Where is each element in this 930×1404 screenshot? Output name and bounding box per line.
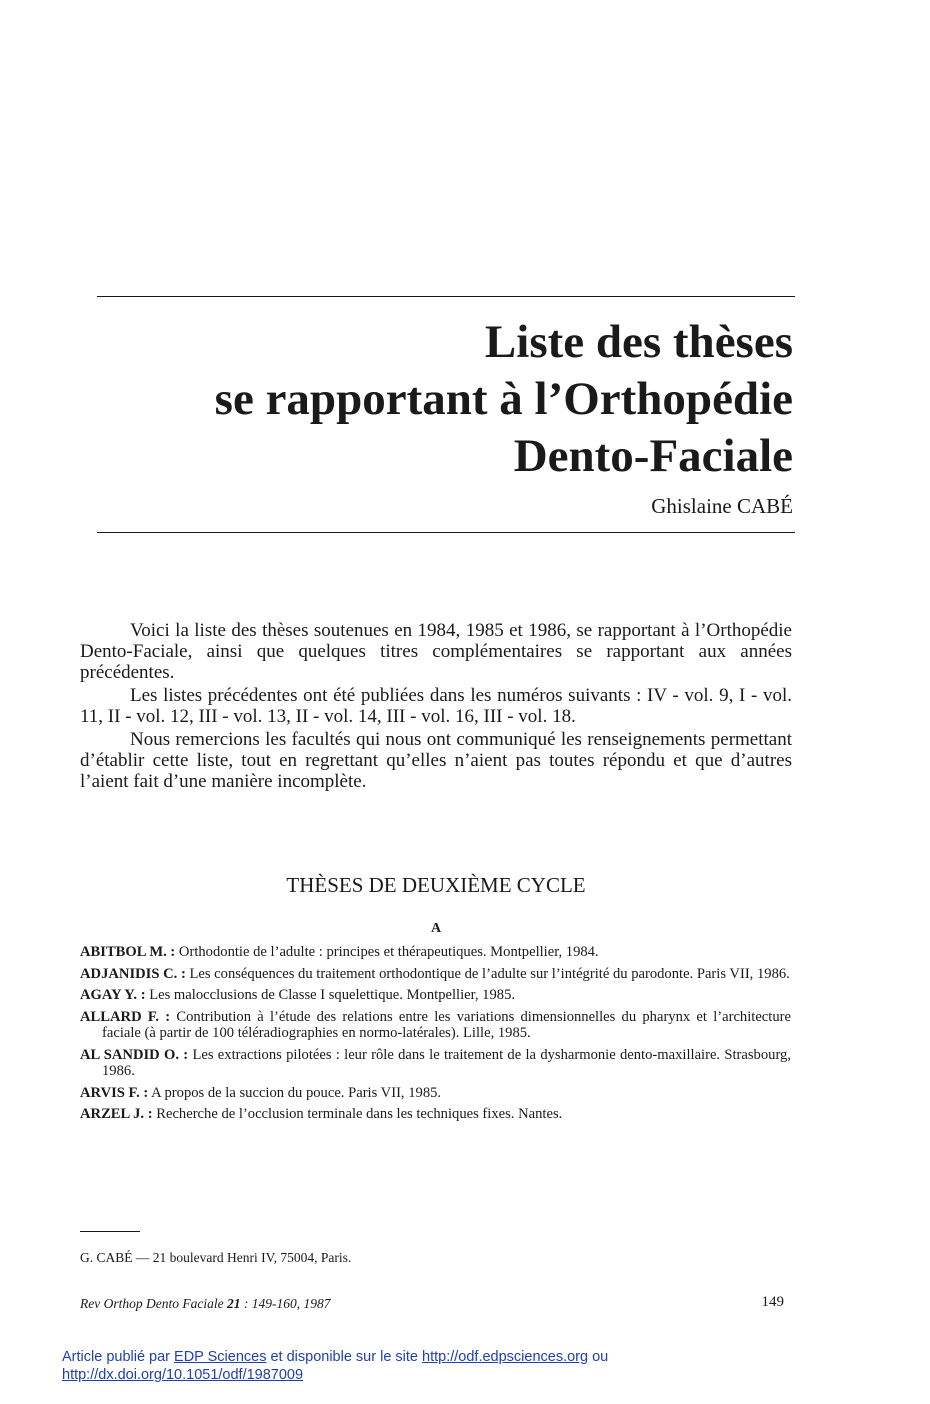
list-item xyxy=(80,987,791,1004)
entry-text: Les extractions pilotées : leur rôle dans le traitement de la dysharmonie dento-maxillaire. Strasbourg, 1986. xyxy=(102,1046,791,1079)
entry-author: AL SANDID O. : xyxy=(80,1046,189,1063)
author-address-footnote: G. CABÉ — 21 boulevard Henri IV, 75004, Paris. xyxy=(80,1250,352,1265)
publisher-note xyxy=(62,1348,762,1384)
entry-author: AGAY Y. : xyxy=(80,987,146,1003)
citation-pages: : 149-160, 1987 xyxy=(240,1296,331,1311)
intro-paragraph-3: Nous remercions les facultés qui nous ont communiqué les renseignements permettant d’établir cette liste, tout en regrettant qu’elles n’aient pas toutes répondu et que d’autres l’aient fait d’une manière incomplète. xyxy=(80,729,792,792)
letter-heading: A xyxy=(430,921,442,936)
introduction xyxy=(80,620,792,794)
footnote-rule xyxy=(80,1231,140,1232)
odf-site-link[interactable]: http://odf.edpsciences.org xyxy=(422,1349,589,1365)
citation-journal: Rev Orthop Dento Faciale xyxy=(80,1296,227,1311)
entry-author: ALLARD F. : xyxy=(80,1008,171,1025)
journal-citation xyxy=(80,1296,330,1312)
doi-link[interactable]: http://dx.doi.org/10.1051/odf/1987009 xyxy=(62,1367,304,1383)
entry-author: ADJANIDIS C. : xyxy=(80,965,186,982)
entry-author: ARZEL J. : xyxy=(80,1106,153,1122)
list-item xyxy=(80,1106,791,1123)
entry-text: Les conséquences du traitement orthodontique de l’adulte sur l’intégrité du parodonte. Paris VII, 1986. xyxy=(185,965,790,982)
entry-text: Recherche de l’occlusion terminale dans les techniques fixes. Nantes. xyxy=(152,1106,563,1122)
intro-paragraph-2: Les listes précédentes ont été publiées dans les numéros suivants : IV - vol. 9, I - vol. 11, II - vol. 12, III - vol. 13, II - vol. 14, III - vol. 16, III - vol. 18. xyxy=(80,685,792,727)
author-name: Ghislaine CABÉ xyxy=(651,494,793,518)
page-number: 149 xyxy=(761,1294,784,1310)
entry-author: ABITBOL M. : xyxy=(80,944,176,960)
entry-author: ARVIS F. : xyxy=(80,1084,149,1101)
entry-text: Orthodontie de l’adulte : principes et thérapeutiques. Montpellier, 1984. xyxy=(175,944,599,960)
article-title-line-3: Dento-Faciale xyxy=(513,430,793,482)
header-rule-bottom xyxy=(97,532,795,533)
entry-text: A propos de la succion du pouce. Paris VII, 1985. xyxy=(148,1084,442,1101)
entry-text: Contribution à l’étude des relations entre les variations dimensionnelles du pharynx et l’architecture faciale (à partir de 100 téléradiographies en normo-latérales). Lille, 1985. xyxy=(102,1008,791,1041)
section-heading: THÈSES DE DEUXIÈME CYCLE xyxy=(286,873,586,897)
publisher-note-text-3: ou xyxy=(588,1349,609,1365)
edp-sciences-link[interactable]: EDP Sciences xyxy=(174,1349,267,1365)
intro-paragraph-1: Voici la liste des thèses soutenues en 1984, 1985 et 1986, se rapportant à l’Orthopédie Dento-Faciale, ainsi que quelques titres complémentaires se rapportant aux années précédentes. xyxy=(80,620,792,683)
article-title-line-1: Liste des thèses xyxy=(484,316,793,368)
list-item xyxy=(80,1085,791,1102)
article-title-line-2: se rapportant à l’Orthopédie xyxy=(214,373,793,425)
list-item xyxy=(80,1009,791,1042)
list-item xyxy=(80,1047,791,1080)
publisher-note-text-2: et disponible sur le site xyxy=(266,1349,423,1365)
header-rule-top xyxy=(97,296,795,297)
entry-text: Les malocclusions de Classe I squelettique. Montpellier, 1985. xyxy=(145,987,516,1003)
thesis-list xyxy=(80,944,791,1128)
publisher-note-text-1: Article publié par xyxy=(62,1349,175,1365)
list-item xyxy=(80,944,791,961)
list-item xyxy=(80,966,791,983)
citation-volume: 21 xyxy=(226,1296,241,1311)
